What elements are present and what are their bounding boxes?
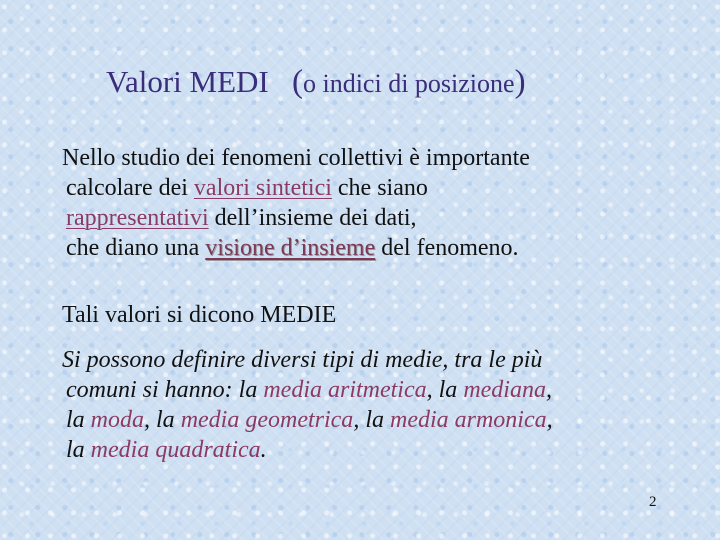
intro-text: che siano <box>331 175 428 201</box>
tipi-text: comuni si hanno: la <box>66 377 264 403</box>
tipi-line-4 <box>62 435 553 465</box>
title-subtitle: o indici di posizione <box>302 69 515 98</box>
paragraph-medie: Tali valori si dicono MEDIE <box>62 302 337 328</box>
tipi-text: . <box>260 437 267 463</box>
intro-line-3 <box>62 203 530 233</box>
tipi-text: , la <box>426 377 464 403</box>
slide-title <box>106 62 526 104</box>
term-media-geometrica: media geometrica <box>180 407 354 433</box>
paragraph-tipi-medie <box>62 345 553 465</box>
highlight-rappresentativi: rappresentativi <box>66 205 209 231</box>
page-number: 2 <box>649 494 657 510</box>
title-main: Valori MEDI <box>106 64 269 99</box>
term-mediana: mediana <box>463 377 546 403</box>
intro-text: che diano una <box>66 235 206 261</box>
title-paren-open: ( <box>291 64 303 100</box>
tipi-text: la <box>66 437 91 463</box>
tipi-text: la <box>66 407 91 433</box>
tipi-text: , <box>545 377 552 403</box>
tipi-line-3 <box>62 405 553 435</box>
intro-line-4 <box>62 233 530 263</box>
paragraph-intro <box>62 143 530 263</box>
title-paren-close: ) <box>514 64 526 100</box>
term-media-armonica: media armonica <box>389 407 547 433</box>
tipi-text: , la <box>353 407 390 433</box>
term-moda: moda <box>90 407 145 433</box>
tipi-text: , <box>546 407 553 433</box>
intro-text: del fenomeno. <box>375 235 519 261</box>
intro-line-2 <box>62 173 530 203</box>
term-media-quadratica: media quadratica <box>90 437 261 463</box>
intro-text: calcolare dei <box>66 175 194 201</box>
term-media-aritmetica: media aritmetica <box>263 377 427 403</box>
highlight-visione-insieme: visione d’insieme <box>205 235 376 261</box>
highlight-valori-sintetici: valori sintetici <box>193 175 332 201</box>
tipi-line-2 <box>62 375 553 405</box>
intro-text: dell’insieme dei dati, <box>208 205 417 231</box>
tipi-text: , la <box>144 407 181 433</box>
intro-line-1: Nello studio dei fenomeni collettivi è importante <box>62 145 530 171</box>
tipi-line-1: Si possono definire diversi tipi di medie, tra le più <box>62 347 543 373</box>
